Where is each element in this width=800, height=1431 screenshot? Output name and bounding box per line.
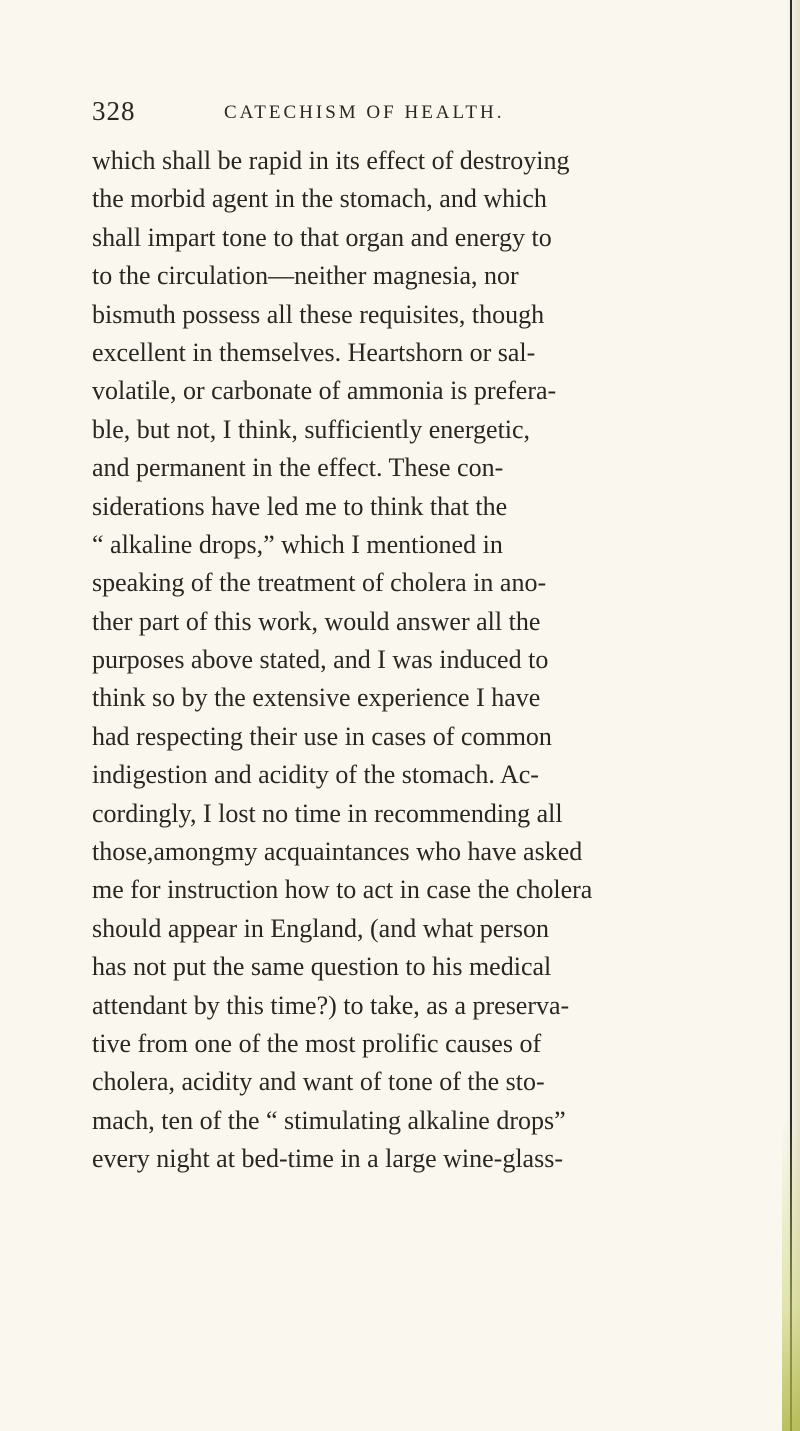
text-line: the morbid agent in the stomach, and which: [92, 184, 547, 214]
page-number: 328: [92, 96, 136, 126]
text-line: siderations have led me to think that the: [92, 491, 508, 521]
text-line: every night at bed-time in a large wine-glass-: [92, 1144, 563, 1174]
text-line: has not put the same question to his medical: [92, 952, 552, 982]
text-line: purposes above stated, and I was induced to: [92, 645, 549, 675]
text-line: tive from one of the most prolific causes of: [92, 1028, 542, 1058]
text-line: shall impart tone to that organ and energy to: [92, 222, 552, 252]
text-line: think so by the extensive experience I have: [92, 683, 541, 713]
text-line: cholera, acidity and want of tone of the sto-: [92, 1067, 545, 1097]
page-header: [92, 96, 742, 136]
text-line: and permanent in the effect. These con-: [92, 453, 504, 483]
text-line: bismuth possess all these requisites, though: [92, 299, 545, 329]
text-line: attendant by this time?) to take, as a preserva-: [92, 990, 570, 1020]
text-line: excellent in themselves. Heartshorn or sal-: [92, 337, 536, 367]
text-line: ther part of this work, would answer all the: [92, 606, 541, 636]
text-line: cordingly, I lost no time in recommending all: [92, 798, 563, 828]
text-line: should appear in England, (and what person: [92, 913, 550, 943]
text-line: “ alkaline drops,” which I mentioned in: [92, 529, 503, 559]
text-line: ble, but not, I think, sufficiently energetic,: [92, 414, 531, 444]
text-line: to the circulation—neither magnesia, nor: [92, 261, 519, 291]
text-line: indigestion and acidity of the stomach. Ac-: [92, 760, 539, 790]
running-title: CATECHISM OF HEALTH.: [224, 102, 505, 123]
text-line: me for instruction how to act in case the cholera: [92, 875, 593, 905]
text-line: speaking of the treatment of cholera in ano-: [92, 568, 547, 598]
body-text: [92, 142, 792, 1179]
text-line: which shall be rapid in its effect of destroying: [92, 146, 570, 175]
page-edge-stain: [782, 1120, 800, 1431]
text-line: mach, ten of the “ stimulating alkaline drops”: [92, 1105, 566, 1135]
text-line: those,amongmy acquaintances who have asked: [92, 837, 583, 867]
text-line: had respecting their use in cases of common: [92, 721, 552, 751]
text-line: volatile, or carbonate of ammonia is prefera-: [92, 376, 557, 406]
